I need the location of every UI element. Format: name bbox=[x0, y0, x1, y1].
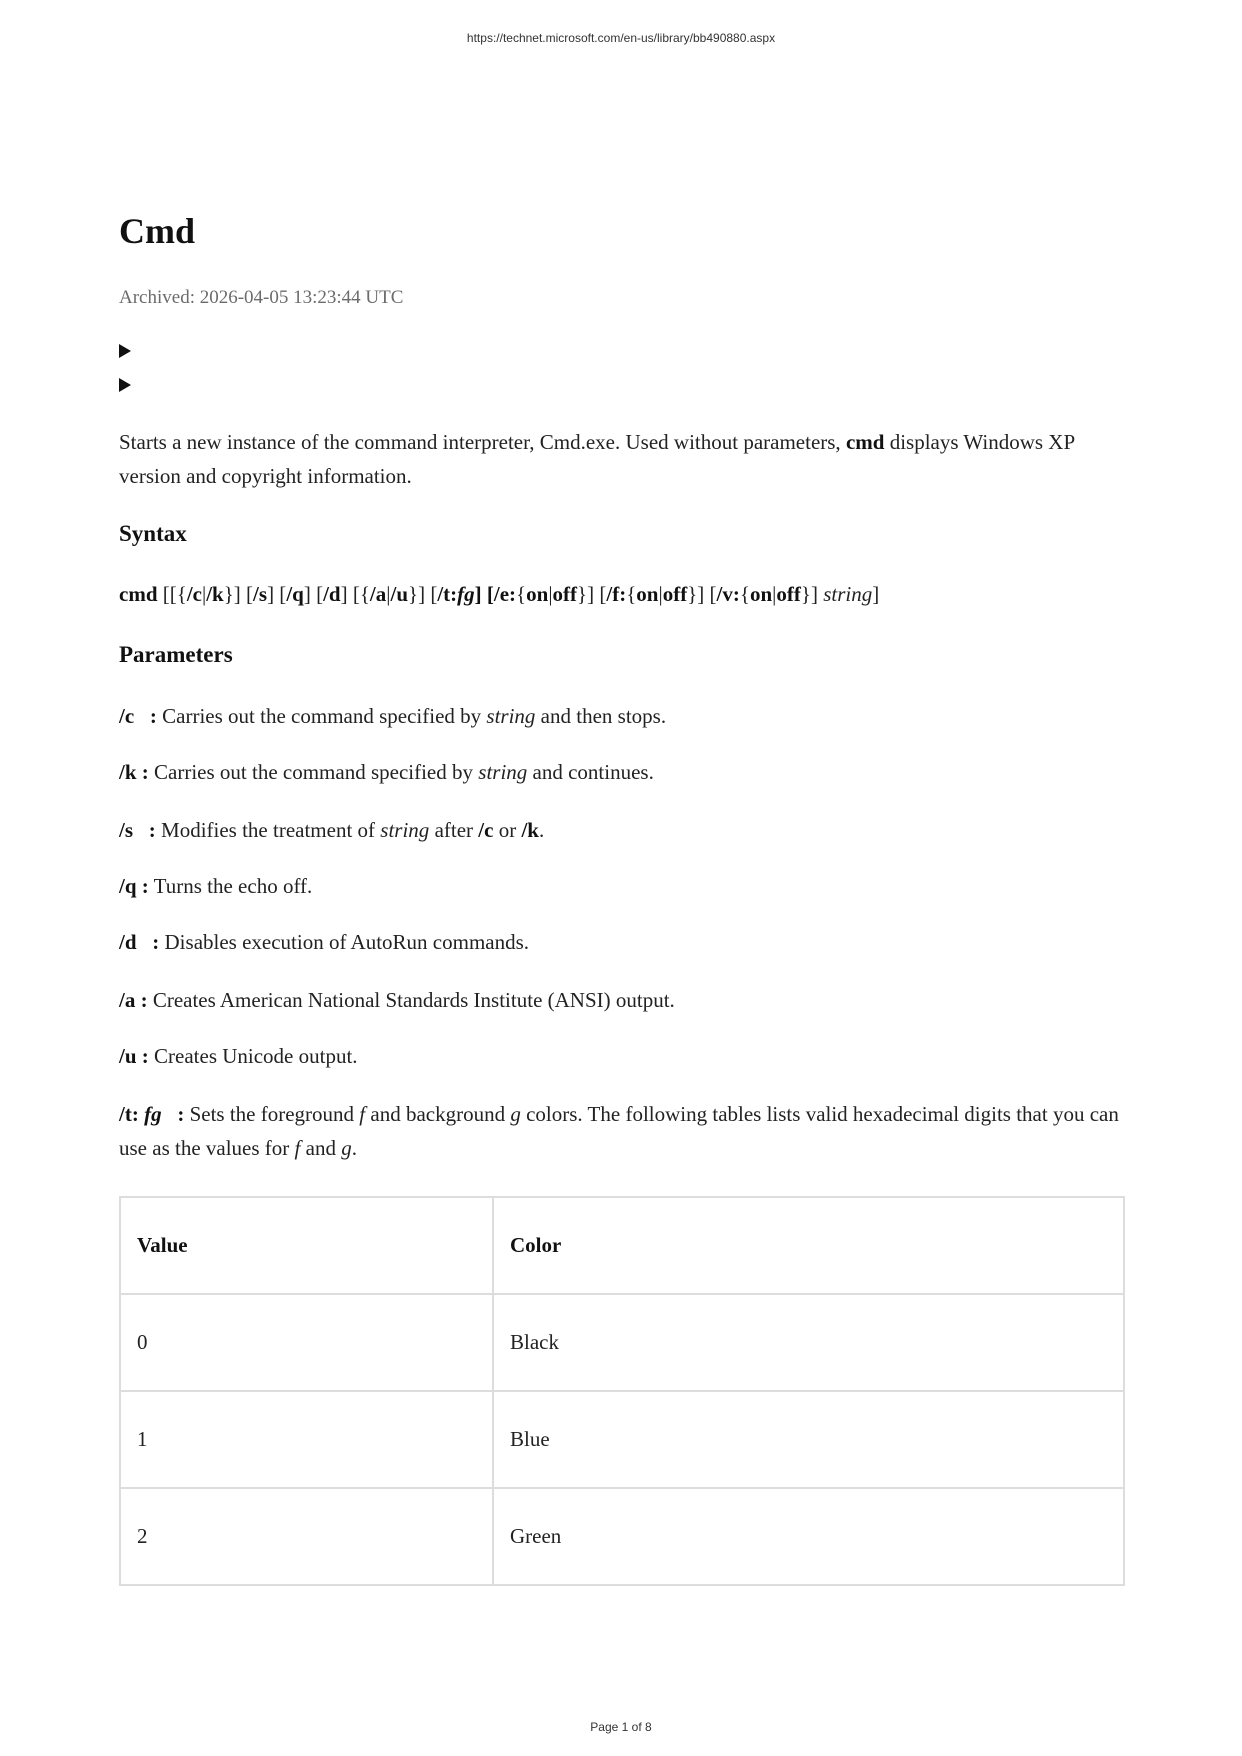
table-cell: Green bbox=[493, 1488, 1124, 1585]
disclosure-triangle-icon[interactable] bbox=[119, 378, 131, 392]
table-cell: 1 bbox=[120, 1391, 493, 1488]
syntax-heading: Syntax bbox=[119, 521, 187, 546]
page-url-header: https://technet.microsoft.com/en-us/library/bb490880.aspx bbox=[466, 31, 776, 45]
parameters-heading: Parameters bbox=[119, 642, 233, 667]
param-d: /d : Disables execution of AutoRun commands. bbox=[119, 930, 530, 954]
archived-timestamp: Archived: 2026-04-05 13:23:44 UTC bbox=[119, 287, 404, 308]
table-header-row bbox=[120, 1197, 1124, 1294]
table-cell: 0 bbox=[120, 1294, 493, 1391]
disclosure-triangle-icon[interactable] bbox=[119, 344, 131, 358]
param-c: /c : Carries out the command specified by string and then stops. bbox=[119, 704, 667, 728]
param-k: /k : Carries out the command specified by string and continues. bbox=[119, 760, 654, 784]
intro-paragraph: Starts a new instance of the command interpreter, Cmd.exe. Used without parameters, cmd displays Windows XP version and copyright information. bbox=[119, 430, 1075, 488]
param-s: /s : Modifies the treatment of string after /c or /k. bbox=[119, 818, 545, 842]
table-cell: Blue bbox=[493, 1391, 1124, 1488]
table-cell: Black bbox=[493, 1294, 1124, 1391]
color-table bbox=[119, 1196, 1125, 1586]
page-title: Cmd bbox=[119, 211, 196, 251]
page-number: Page 1 of 8 bbox=[590, 1720, 652, 1734]
table-cell: 2 bbox=[120, 1488, 493, 1585]
table-header-cell: Color bbox=[493, 1197, 1124, 1294]
param-u: /u : Creates Unicode output. bbox=[119, 1044, 358, 1068]
param-t: /t: fg : Sets the foreground f and background g colors. The following tables lists valid hexadecimal digits that you can use as the values for f and g. bbox=[119, 1102, 1119, 1160]
table-row bbox=[120, 1488, 1124, 1585]
table-row bbox=[120, 1391, 1124, 1488]
param-a: /a : Creates American National Standards Institute (ANSI) output. bbox=[119, 988, 675, 1012]
syntax-line: cmd [[{/c|/k}] [/s] [/q] [/d] [{/a|/u}] [/t:fg] [/e:{on|off}] [/f:{on|off}] [/v:{on|off}] string] bbox=[119, 582, 880, 606]
table-header-cell: Value bbox=[120, 1197, 493, 1294]
param-q: /q : Turns the echo off. bbox=[119, 874, 313, 898]
table-row bbox=[120, 1294, 1124, 1391]
